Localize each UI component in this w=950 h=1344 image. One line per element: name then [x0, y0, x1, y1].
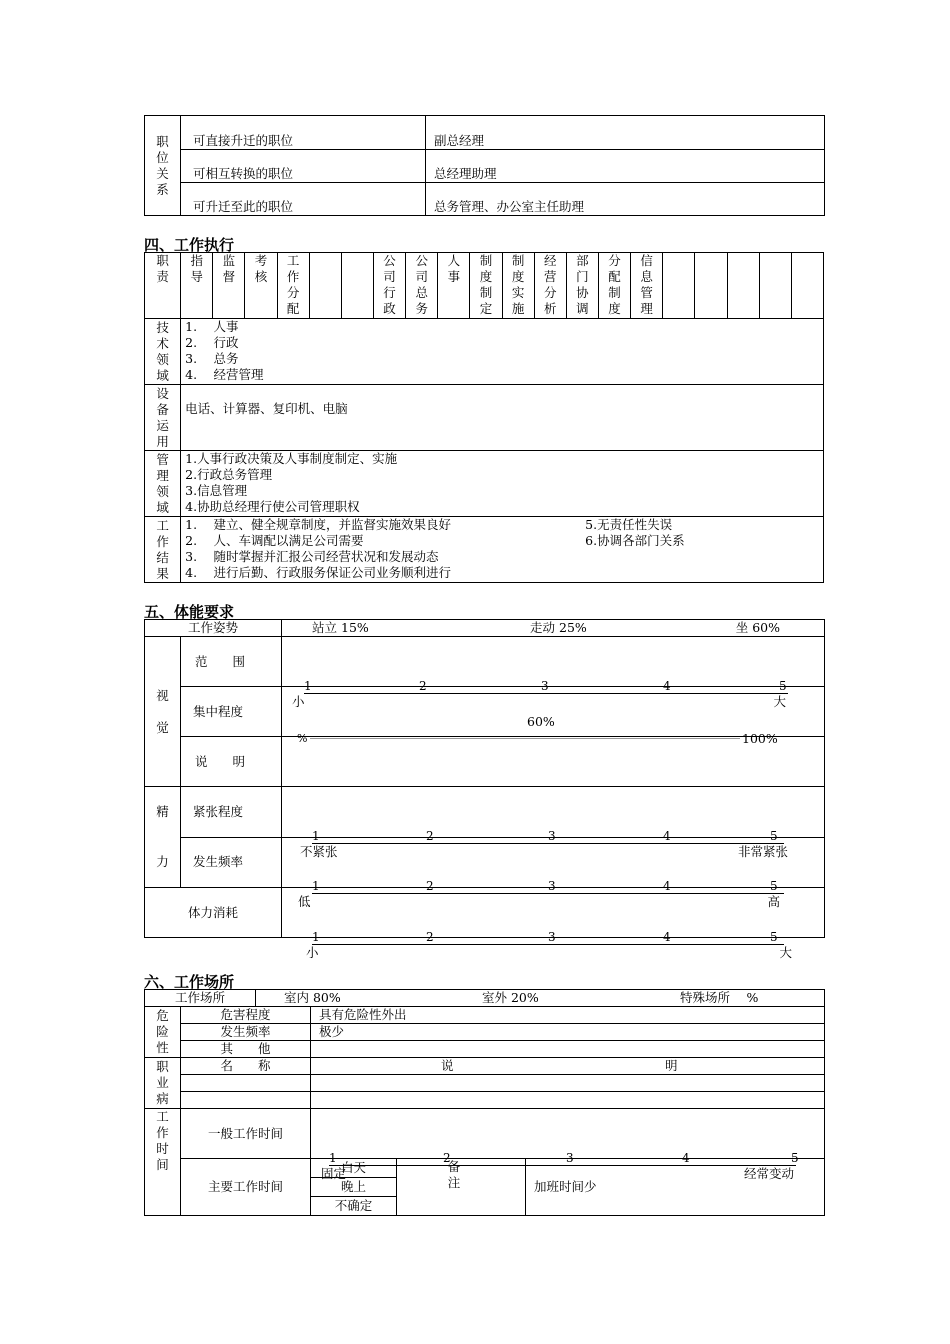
mgmt-label: 管理领域 [145, 451, 181, 517]
range-scale [282, 637, 825, 709]
duty-cell: 分配制度 [598, 253, 630, 319]
promotion-value-2: 总经理助理 [426, 150, 825, 183]
tension-line [312, 843, 784, 844]
danger-freq-value: 极少 [311, 1024, 825, 1041]
workplace-table [144, 1006, 825, 1216]
disease-name-cell [181, 1075, 311, 1092]
posture-sitting: 坐 60% [735, 620, 781, 635]
place-values [256, 990, 825, 1007]
promotion-value-1: 副总经理 [426, 116, 825, 150]
workplace-title: 六、工作场所 [144, 973, 235, 991]
scale-4: 4 [663, 678, 671, 693]
disease-name-label: 名 称 [181, 1058, 311, 1075]
tension-label: 紧张程度 [181, 787, 282, 838]
posture-label: 工作姿势 [145, 620, 282, 637]
general-high: 经常变动 [743, 1165, 794, 1181]
duty-cell [791, 253, 823, 319]
scale-3: 3 [548, 879, 556, 894]
disease-desc-cell [311, 1092, 825, 1109]
place-label: 工作场所 [145, 990, 256, 1007]
promotion-label-3: 可升迁至此的职位 [181, 183, 426, 216]
promotion-table [144, 115, 825, 216]
scale-5: 5 [791, 1150, 799, 1165]
duty-cell: 考核 [245, 253, 277, 319]
duty-cell: 公司总务 [406, 253, 438, 319]
consume-label: 体力消耗 [145, 888, 282, 938]
duty-cell: 经营分析 [534, 253, 566, 319]
scale-5: 5 [779, 678, 787, 693]
main-option-uncertain: 不确定 [311, 1197, 397, 1216]
execution-title: 四、工作执行 [144, 236, 235, 254]
range-low: 小 [292, 693, 305, 709]
scale-5: 5 [770, 879, 778, 894]
danger-freq-label: 发生频率 [181, 1024, 311, 1041]
main-option-day: 白天 [311, 1159, 397, 1178]
tech-items [181, 319, 824, 385]
focus-left: % [297, 731, 308, 745]
mgmt-item: 1.人事行政决策及人事制度制定、实施 [185, 451, 398, 466]
main-time-label: 主要工作时间 [181, 1159, 311, 1216]
range-line [304, 693, 788, 694]
consume-scale [282, 888, 825, 960]
time-label: 工作时间 [145, 1109, 181, 1216]
tension-high: 非常紧张 [738, 843, 789, 859]
scale-2: 2 [426, 879, 434, 894]
duty-cell: 制度实施 [502, 253, 534, 319]
vision-label: 视觉 [145, 637, 181, 787]
scale-3: 3 [548, 828, 556, 843]
duty-cell: 部门协调 [566, 253, 598, 319]
scale-4: 4 [682, 1150, 690, 1165]
posture-values [282, 620, 825, 637]
disease-name-cell [181, 1092, 311, 1109]
mgmt-item: 4.协助总经理行使公司管理职权 [185, 499, 360, 514]
duty-cell: 公司行政 [374, 253, 406, 319]
scale-2: 2 [426, 828, 434, 843]
result-item: 1. 建立、健全规章制度，并监督实施效果良好 [185, 517, 452, 532]
place-indoor: 室内 80% [284, 990, 341, 1005]
scale-3: 3 [566, 1150, 574, 1165]
consume-line [312, 944, 784, 945]
mgmt-item: 2.行政总务管理 [185, 467, 273, 482]
general-time-line [329, 1165, 796, 1166]
equipment-value: 电话、计算器、复印机、电脑 [181, 385, 824, 451]
desc-label-2: 明 [665, 1058, 678, 1073]
focus-right: 100% [742, 730, 778, 746]
danger-other-value [311, 1041, 825, 1058]
scale-2: 2 [443, 1150, 451, 1165]
duty-cell [727, 253, 759, 319]
tech-item: 1. 人事 [185, 319, 239, 334]
main-option-night: 晚上 [311, 1178, 397, 1197]
posture-walking: 走动 25% [530, 620, 587, 635]
remark-value: 加班时间少 [526, 1159, 825, 1216]
hazard-value: 具有危险性外出 [311, 1007, 825, 1024]
scale-2: 2 [419, 678, 427, 693]
duty-cell [695, 253, 727, 319]
scale-1: 1 [329, 1150, 337, 1165]
energy-label: 精力 [145, 787, 181, 888]
consume-high: 大 [779, 944, 793, 960]
duty-cell: 指导 [181, 253, 213, 319]
duty-cell [663, 253, 695, 319]
result-label: 工作结果 [145, 517, 181, 583]
range-label: 范 围 [181, 637, 282, 687]
duty-cell: 信息管理 [631, 253, 663, 319]
result-item: 4. 进行后勤、行政服务保证公司业务顺利进行 [185, 565, 452, 580]
freq-line [312, 893, 784, 894]
freq-low: 低 [298, 894, 311, 910]
duty-cell: 监督 [213, 253, 245, 319]
scale-4: 4 [663, 828, 671, 843]
result-item-right-5: 5.无责任性失误 [585, 517, 673, 532]
hazard-label: 危害程度 [181, 1007, 311, 1024]
focus-label: 集中程度 [181, 687, 282, 737]
result-item: 3. 随时掌握并汇报公司经营状况和发展动态 [185, 549, 439, 564]
duty-cell [759, 253, 791, 319]
disease-desc-header [311, 1058, 825, 1075]
scale-3: 3 [548, 929, 556, 944]
scale-4: 4 [663, 929, 671, 944]
freq-high: 高 [767, 894, 781, 910]
result-items [181, 517, 824, 583]
mgmt-items [181, 451, 824, 517]
focus-value: 60% [527, 713, 555, 729]
scale-1: 1 [312, 828, 320, 843]
remark-label: 备注 [397, 1159, 526, 1216]
result-item-right-6: 6.协调各部门关系 [585, 533, 685, 548]
danger-other-label: 其 他 [181, 1041, 311, 1058]
tension-scale [282, 787, 825, 859]
tension-low: 不紧张 [300, 843, 338, 859]
range-high: 大 [773, 693, 787, 709]
place-outdoor: 室外 20% [482, 990, 539, 1005]
desc-label-1: 说 [441, 1058, 454, 1073]
result-item: 2. 人、车调配以满足公司需要 [185, 533, 364, 548]
duty-cell [309, 253, 341, 319]
duty-cell: 制度制定 [470, 253, 502, 319]
disease-desc-cell [311, 1075, 825, 1092]
general-low: 固定 [321, 1165, 347, 1181]
scale-5: 5 [770, 929, 778, 944]
tech-item: 4. 经营管理 [185, 367, 264, 382]
consume-low: 小 [306, 944, 319, 960]
promotion-section-label: 职位关系 [145, 116, 181, 216]
scale-4: 4 [663, 879, 671, 894]
tech-item: 3. 总务 [185, 351, 239, 366]
equipment-label: 设备运用 [145, 385, 181, 451]
mgmt-item: 3.信息管理 [185, 483, 248, 498]
promotion-label-1: 可直接升迁的职位 [181, 116, 426, 150]
workplace-top-table [144, 989, 825, 1007]
disease-label: 职业病 [145, 1058, 181, 1109]
note-label: 说 明 [181, 737, 282, 787]
place-special: 特殊场所 % [680, 990, 759, 1005]
promotion-label-2: 可相互转换的职位 [181, 150, 426, 183]
physical-title: 五、体能要求 [144, 603, 235, 621]
posture-standing: 站立 15% [312, 620, 369, 635]
general-time-label: 一般工作时间 [181, 1109, 311, 1159]
duty-cell: 工作分配 [277, 253, 309, 319]
scale-1: 1 [312, 879, 320, 894]
scale-2: 2 [426, 929, 434, 944]
scale-3: 3 [541, 678, 549, 693]
danger-label: 危险性 [145, 1007, 181, 1058]
focus-scale [282, 687, 825, 746]
focus-line [310, 738, 740, 739]
promotion-value-3: 总务管理、办公室主任助理 [426, 183, 825, 216]
tech-item: 2. 行政 [185, 335, 239, 350]
scale-1: 1 [312, 929, 320, 944]
physical-table [144, 619, 825, 960]
duty-cell: 人事 [438, 253, 470, 319]
duty-label: 职责 [145, 253, 181, 319]
scale-1: 1 [304, 678, 312, 693]
tech-label: 技术领域 [145, 319, 181, 385]
freq-label: 发生频率 [181, 837, 282, 888]
duty-cell [341, 253, 373, 319]
execution-table [144, 252, 824, 583]
scale-5: 5 [770, 828, 778, 843]
